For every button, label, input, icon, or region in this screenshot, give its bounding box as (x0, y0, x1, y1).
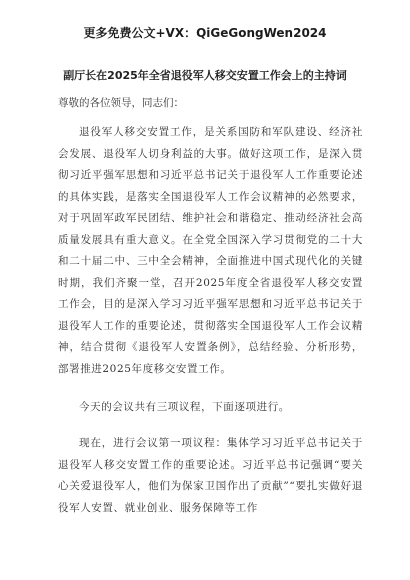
paragraph-agenda: 今天的会议共有三项议程，下面逐项进行。 (79, 401, 290, 413)
paragraph-intro: 退役军人移交安置工作，是关系国防和军队建设、经济社会发展、退役军人切身利益的大事。做好这项工作，是深入贯彻习近平强军思想和习近平总书记关于退役军人工作重要论述的具体实践，是落实全国退役军人工作会议精神的必然要求，对于巩固军政军民团结、维护社会和谐稳定、推动经济社会高质量发展具有重大意义。在全党全国深入学习贯彻党的二十大和二十届二中、三中全会精神，全面推进中国式现代化的关键时期，我们齐聚一堂，召开2025年度全省退役军人移交安置工作会，目的是深入学习习近平强军思想和习近平总书记关于退役军人工作的重要论述，贯彻落实全国退役军人工作会议精神，结合贯彻《退役军人安置条例》，总结经验、分析形势，部署推进2025年度移交安置工作。 (58, 126, 363, 375)
document-title: 副厅长在2025年全省退役军人移交安置工作会上的主持词 (63, 69, 347, 82)
paragraph-first-item: 现在，进行会议第一项议程：集体学习习近平总书记关于退役军人移交安置工作的重要论述。习近平总书记强调“要关心关爱退役军人，他们为保家卫国作出了贡献”“要扎实做好退役军人安置、就业创业、服务保障等工作 (58, 437, 363, 514)
salutation: 尊敬的各位领导，同志们： (58, 97, 184, 109)
watermark-header: 更多免费公文+VX：QiGeGongWen2024 (83, 26, 327, 40)
